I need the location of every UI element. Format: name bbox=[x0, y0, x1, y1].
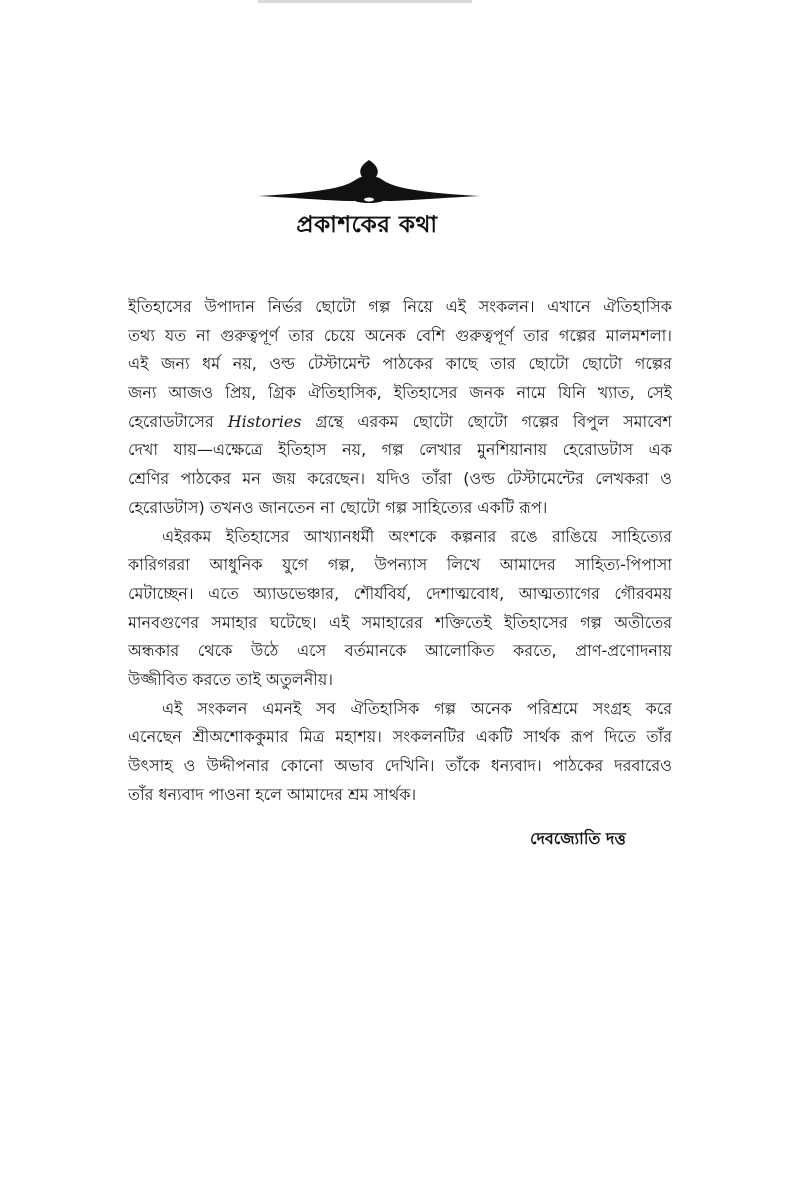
text-line: মেটাচ্ছেন। এতে অ্যাডভেঞ্চার, শৌর্যবির্য, দেশাত্মবোধ, আত্মত্যাগের গৌরবময় bbox=[128, 583, 672, 603]
text-line: তাঁর ধন্যবাদ পাওনা হলে আমাদের শ্রম সার্থক। bbox=[128, 784, 417, 804]
book-title-histories: Histories bbox=[227, 411, 302, 431]
text-line: কারিগররা আধুনিক যুগে গল্প, উপন্যাস লিখে আমাদের সাহিত্য-পিপাসা bbox=[128, 555, 672, 575]
text-line: এই জন্য ধর্ম নয়, ওল্ড টেস্টামেন্ট পাঠকের কাছে তার ছোটো ছোটো গল্পের bbox=[128, 354, 672, 374]
text-line bbox=[128, 408, 672, 437]
text-line: হেরোডটাস) তখনও জানতেন না ছোটো গল্প সাহিত্যের একটি রূপ। bbox=[128, 497, 548, 517]
text-line: এনেছেন শ্রীঅশোককুমার মিত্র মহাশয়। সংকলনটির একটি সার্থক রূপ দিতে তাঁর bbox=[128, 727, 672, 747]
text-line: তথ্য যত না গুরুত্বপূর্ণ তার চেয়ে অনেক বেশি গুরুত্বপূর্ণ তার গল্পের মালমশলা। bbox=[128, 325, 672, 345]
page-title: প্রকাশকের কথা bbox=[296, 212, 438, 238]
text-line: জন্য আজও প্রিয়, গ্রিক ঐতিহাসিক, ইতিহাসের জনক নামে যিনি খ্যাত, সেই bbox=[128, 383, 672, 403]
paragraph-2 bbox=[128, 523, 672, 695]
text-line: মানবগুণের সমাহার ঘটেছে। এই সমাহারের শক্তিতেই ইতিহাসের গল্প অতীতের bbox=[128, 612, 672, 632]
text-line: ইতিহাসের উপাদান নির্ভর ছোটো গল্প নিয়ে এই সংকলন। এখানে ঐতিহাসিক bbox=[128, 297, 672, 316]
preface-body bbox=[128, 293, 672, 809]
page-top-edge bbox=[258, 0, 472, 3]
text-line: দেখা যায়—এক্ষেত্রে ইতিহাস নয়, গল্প লেখার মুনশিয়ানায় হেরোডটাস এক bbox=[128, 440, 672, 460]
text-line: এইরকম ইতিহাসের আখ্যানধর্মী অংশকে কল্পনার রঙে রাঙিয়ে সাহিত্যের bbox=[162, 526, 672, 546]
text-line: উৎসাহ ও উদ্দীপনার কোনো অভাব দেখিনি। তাঁকে ধন্যবাদ। পাঠকের দরবারেও bbox=[128, 756, 672, 775]
text-line: উজ্জীবিত করতে তাই অতুলনীয়। bbox=[128, 669, 334, 689]
text-line: এই সংকলন এমনই সব ঐতিহাসিক গল্প অনেক পরিশ্রমে সংগ্রহ করে bbox=[162, 698, 672, 718]
author-signature: দেবজ্যোতি দত্ত bbox=[530, 829, 626, 848]
ornamental-divider-icon bbox=[258, 160, 480, 204]
paragraph-1 bbox=[128, 293, 672, 523]
text-line: অন্ধকার থেকে উঠে এসে বর্তমানকে আলোকিত করতে, প্রাণ-প্রণোদনায় bbox=[128, 641, 672, 661]
paragraph-3 bbox=[128, 695, 672, 810]
text-segment: গ্রন্থে এরকম ছোটো ছোটো গল্পের বিপুল সমাবেশ bbox=[301, 411, 672, 431]
text-segment: হেরোডটাসের bbox=[128, 411, 228, 431]
text-line: শ্রেণির পাঠকের মন জয় করেছেন। যদিও তাঁরা (ওল্ড টেস্টামেন্টের লেখকরা ও bbox=[128, 469, 672, 489]
